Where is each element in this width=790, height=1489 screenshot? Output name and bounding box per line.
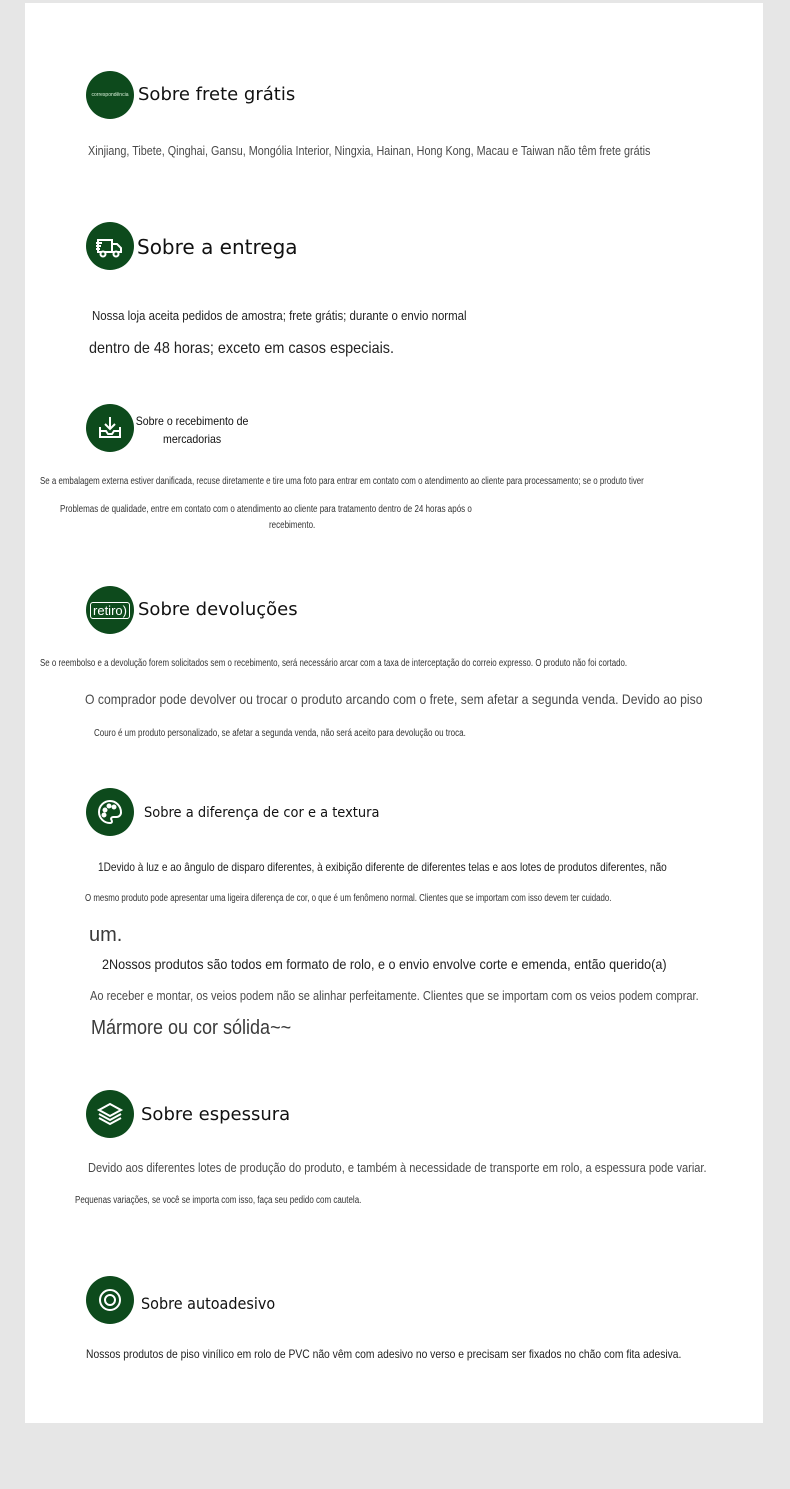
section-text-espessura-line1: Devido aos diferentes lotes de produção do produto, e também à necessidade de transporte em rolo, a espessura pode variar. xyxy=(88,1160,707,1175)
section-title-recebimento-line1: Sobre o recebimento de xyxy=(135,414,249,428)
return-badge-icon xyxy=(86,586,134,634)
section-text-cor-line4: 2Nossos produtos são todos em formato de rolo, e o envio envolve corte e emenda, então querido(a) xyxy=(102,956,667,972)
section-title-frete: Sobre frete grátis xyxy=(138,84,296,105)
section-text-recebimento-line1: Se a embalagem externa estiver danificada, recuse diretamente e tire uma foto para entrar em contato com o atendimento ao cliente para processamento; se o produto tiver xyxy=(40,476,644,487)
delivery-truck-icon xyxy=(86,222,134,270)
inbox-download-icon xyxy=(86,404,134,452)
section-text-cor-line6: Mármore ou cor sólida~~ xyxy=(91,1017,292,1039)
section-title-devolucoes: Sobre devoluções xyxy=(138,599,298,620)
return-badge-icon-label: retiro) xyxy=(90,602,130,619)
section-text-cor-line1: 1Devido à luz e ao ângulo de disparo diferentes, à exibição diferente de diferentes telas e aos lotes de produtos diferentes, não xyxy=(98,860,667,874)
section-title-recebimento xyxy=(134,412,250,448)
section-text-recebimento-line2: Problemas de qualidade, entre em contato com o atendimento ao cliente para tratamento dentro de 24 horas após o xyxy=(60,504,472,515)
mail-badge-icon xyxy=(86,71,134,119)
section-text-devolucoes-line1: Se o reembolso e a devolução forem solicitados sem o recebimento, será necessário arcar com a taxa de interceptação do correio expresso. O produto não foi cortado. xyxy=(40,658,628,669)
section-text-entrega-line1: Nossa loja aceita pedidos de amostra; frete grátis; durante o envio normal xyxy=(92,308,467,323)
mail-badge-icon-label: correspondência xyxy=(91,92,129,98)
section-title-espessura: Sobre espessura xyxy=(141,1104,291,1125)
content-sheet xyxy=(25,3,763,1423)
section-title-adesivo: Sobre autoadesivo xyxy=(141,1294,276,1313)
section-title-entrega: Sobre a entrega xyxy=(137,235,298,259)
section-text-cor-line2: O mesmo produto pode apresentar uma ligeira diferença de cor, o que é um fenômeno normal. Clientes que se importam com isso devem ter cuidado. xyxy=(85,893,612,904)
target-circle-icon xyxy=(86,1276,134,1324)
section-text-devolucoes-line2: O comprador pode devolver ou trocar o produto arcando com o frete, sem afetar a segunda venda. Devido ao piso xyxy=(85,691,703,707)
section-title-recebimento-line2: mercadorias xyxy=(163,432,222,446)
palette-icon xyxy=(86,788,134,836)
section-title-cor: Sobre a diferença de cor e a textura xyxy=(144,805,380,821)
layers-icon xyxy=(86,1090,134,1138)
section-text-adesivo: Nossos produtos de piso vinílico em rolo de PVC não vêm com adesivo no verso e precisam ser fixados no chão com fita adesiva. xyxy=(86,1347,682,1361)
section-text-recebimento-line3: recebimento. xyxy=(269,520,316,531)
section-text-devolucoes-line3: Couro é um produto personalizado, se afetar a segunda venda, não será aceito para devolução ou troca. xyxy=(94,728,466,739)
section-text-cor-line3: um. xyxy=(89,924,123,946)
section-text-frete: Xinjiang, Tibete, Qinghai, Gansu, Mongólia Interior, Ningxia, Hainan, Hong Kong, Macau e Taiwan não têm frete grátis xyxy=(88,143,651,158)
section-text-espessura-line2: Pequenas variações, se você se importa com isso, faça seu pedido com cautela. xyxy=(75,1195,362,1206)
section-text-cor-line5: Ao receber e montar, os veios podem não se alinhar perfeitamente. Clientes que se importam com os veios podem comprar. xyxy=(90,988,699,1003)
section-text-entrega-line2: dentro de 48 horas; exceto em casos especiais. xyxy=(89,340,394,357)
